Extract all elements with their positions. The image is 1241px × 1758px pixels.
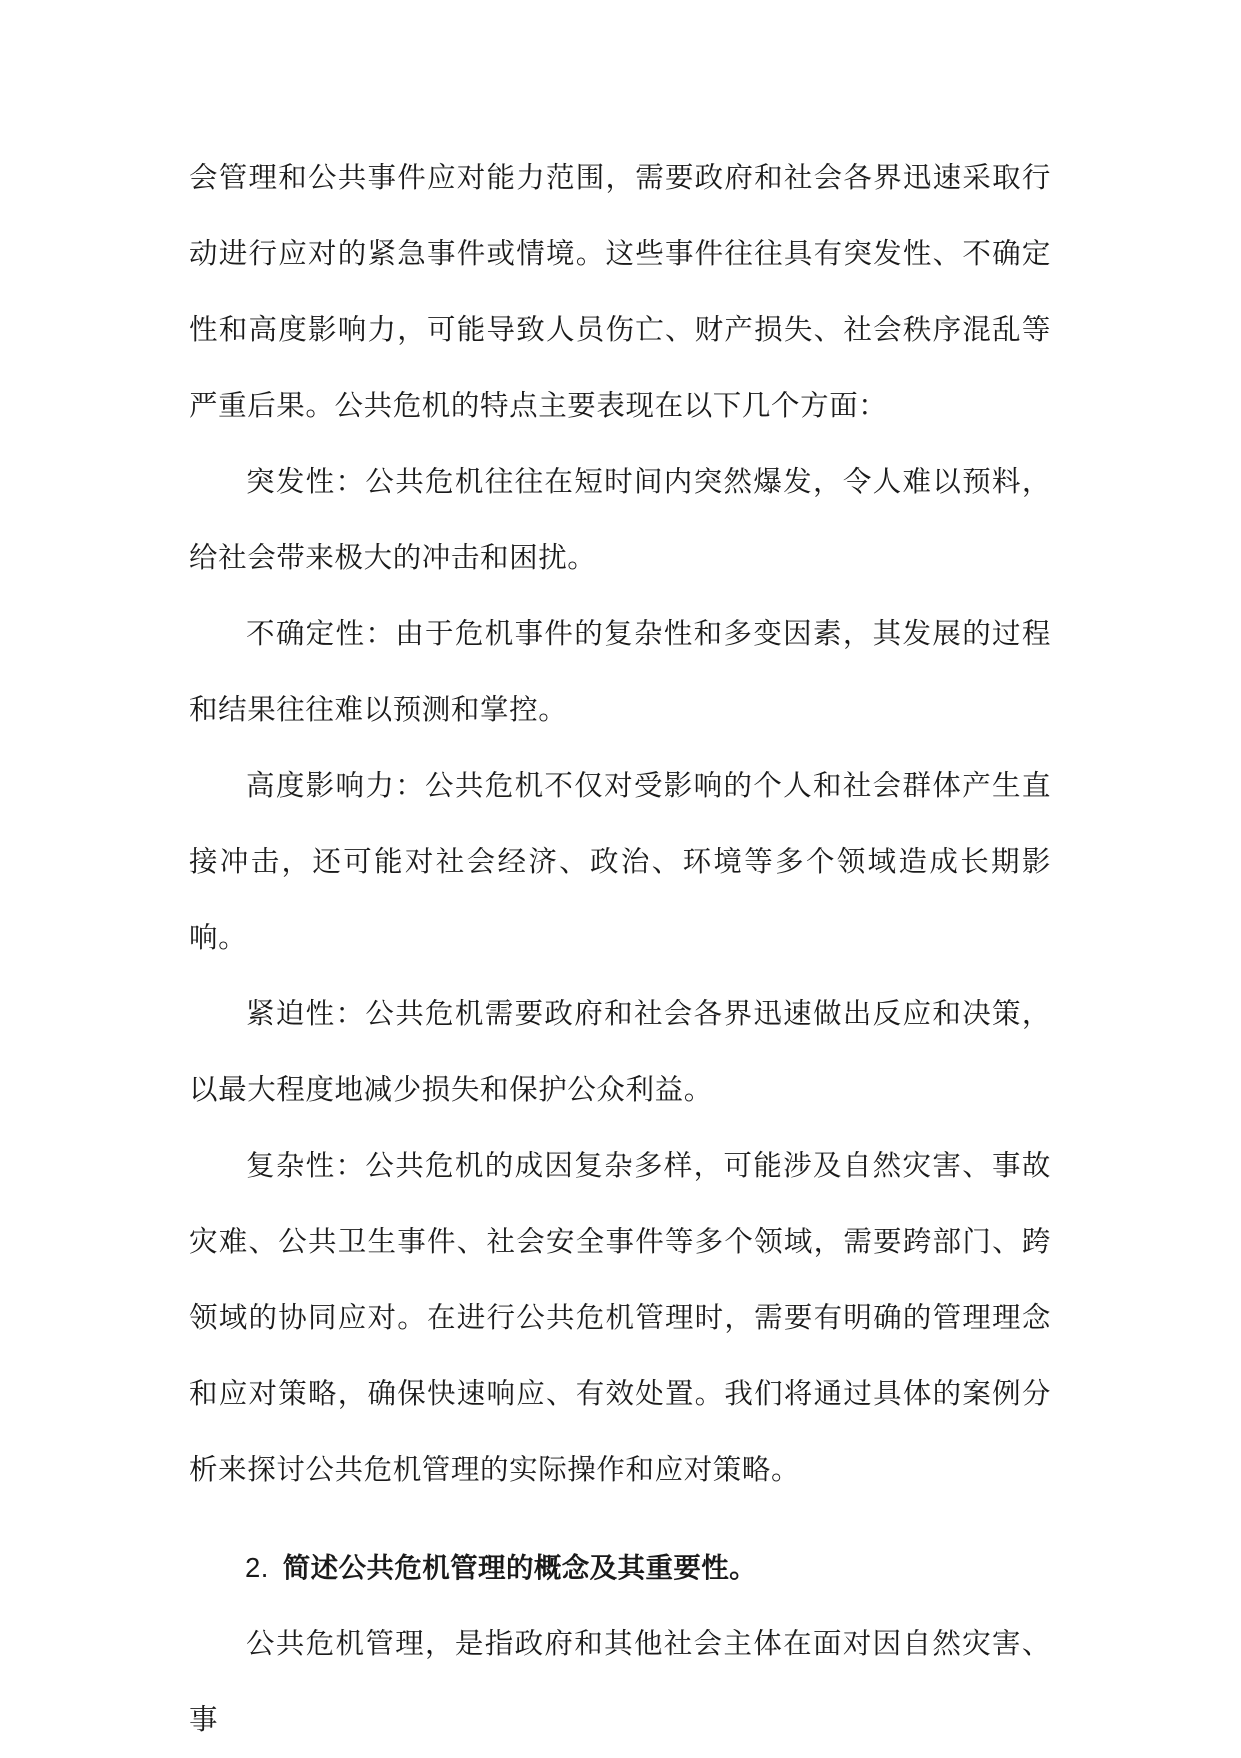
paragraph-definition: 会管理和公共事件应对能力范围，需要政府和社会各界迅速采取行动进行应对的紧急事件或情境。这些事件往往具有突发性、不确定性和高度影响力，可能导致人员伤亡、财产损失、社会秩序混乱等严重后果。公共危机的特点主要表现在以下几个方面： — [189, 161, 1051, 422]
paragraph-management-definition: 公共危机管理，是指政府和其他社会主体在面对因自然灾害、事 — [189, 1627, 1051, 1736]
paragraph-high-impact: 高度影响力：公共危机不仅对受影响的个人和社会群体产生直接冲击，还可能对社会经济、政治、环境等多个领域造成长期影响。 — [189, 769, 1051, 954]
paragraph-suddenness: 突发性：公共危机往往在短时间内突然爆发，令人难以预料，给社会带来极大的冲击和困扰。 — [189, 465, 1051, 574]
paragraph-uncertainty: 不确定性：由于危机事件的复杂性和多变因素，其发展的过程和结果往往难以预测和掌控。 — [189, 617, 1051, 726]
paragraph-urgency: 紧迫性：公共危机需要政府和社会各界迅速做出反应和决策，以最大程度地减少损失和保护公众利益。 — [189, 997, 1051, 1106]
section-title: 简述公共危机管理的概念及其重要性。 — [282, 1552, 758, 1584]
section-number: 2. — [245, 1552, 269, 1583]
section-heading — [189, 1530, 1051, 1606]
document-body — [189, 140, 1051, 1758]
paragraph-complexity: 复杂性：公共危机的成因复杂多样，可能涉及自然灾害、事故灾难、公共卫生事件、社会安全事件等多个领域，需要跨部门、跨领域的协同应对。在进行公共危机管理时，需要有明确的管理理念和应对策略，确保快速响应、有效处置。我们将通过具体的案例分析来探讨公共危机管理的实际操作和应对策略。 — [189, 1149, 1051, 1486]
